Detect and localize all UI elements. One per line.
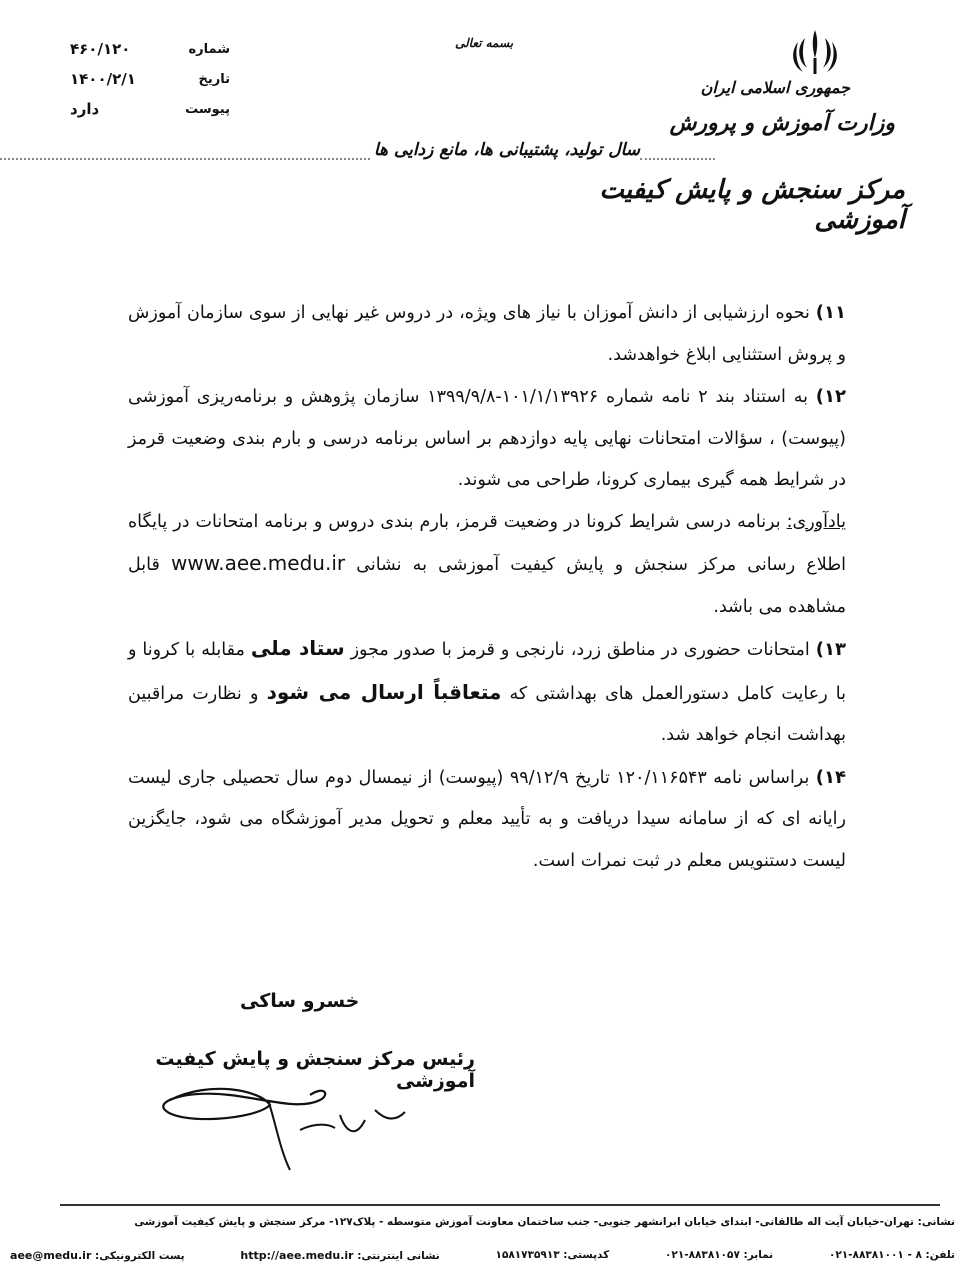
footer-postal: کدپستی: ۱۵۸۱۷۳۵۹۱۳ [495,1249,610,1261]
letter-number-label: شماره [188,41,230,57]
signer-name: خسرو ساکی [240,990,360,1012]
center-name: مرکز سنجش و پایش کیفیت آموزشی [599,175,905,235]
item-number: ۱۱) [815,302,846,323]
letter-attachment-row [70,94,230,124]
letter-attachment-label: پیوست [185,101,230,117]
footer-website-link[interactable]: http://aee.medu.ir [240,1249,354,1262]
item-text: و نظارت مراقبین بهداشت انجام خواهد شد. [128,683,846,745]
ministry-name: وزارت آموزش و پرورش [669,110,895,136]
footer-email-link[interactable]: aee@medu.ir [10,1249,92,1262]
item-14 [128,757,846,883]
footer-website [240,1249,439,1262]
item-number: ۱۴) [815,766,846,788]
header-divider-right [640,158,715,160]
reminder-text-end: قابل مشاهده می باشد. [128,555,846,617]
item-text: نحوه ارزشیابی از دانش آموزان با نیاز های ویژه، در دروس غیر نهایی از سوی سازمان آموزش و پروش استثنایی ابلاغ خواهدشد. [128,303,846,365]
letter-body [128,292,846,882]
footer-fax: نمابر: ۸۸۳۸۱۰۵۷-۰۲۱ [665,1249,774,1261]
letter-date-row [70,64,230,94]
item-text: امتحانات حضوری در مناطق زرد، نارنجی و قرمز با صدور مجوز [350,640,810,660]
bismillah: بسمه تعالی [455,36,514,50]
footer-website-label: نشانی اینترنتی: [357,1250,440,1262]
handwritten-signature [150,1070,420,1180]
signer-title: رئیس مرکز سنجش و پایش کیفیت آموزشی [155,1048,475,1092]
item-bold-text: ستاد ملی [250,636,345,660]
item-text: به استناد بند ۲ نامه شماره ۱۰۱/۱/۱۳۹۲۶-۱۳۹۹/۹/۸ سازمان پژوهش و برنامه‌ریزی آموزشی (پیوست) ، سؤالات امتحانات نهایی پایه دوازدهم بر اساس برنامه درسی و بارم بندی وضعیت قرمز در شرایط همه گیری بیماری کرونا، طراحی می شوند. [128,387,846,490]
letter-number: ۴۶۰/۱۲۰ [70,40,131,58]
footer-email [10,1249,185,1262]
item-number: ۱۳) [815,639,846,660]
reminder [128,502,846,629]
letter-number-row [70,34,230,64]
footer-email-label: پست الکترونیکی: [95,1250,185,1262]
item-12 [128,376,846,502]
letter-attachment: دارد [70,100,100,118]
website-link[interactable]: www.aee.medu.ir [170,551,346,575]
header-divider [0,158,370,160]
letter-meta [70,34,230,124]
item-bold-text: متعاقباً ارسال می شود [266,679,502,704]
year-slogan: سال تولید، پشتیبانی ها، مانع زدایی ها [373,140,640,160]
reminder-text: برنامه درسی شرایط کرونا در وضعیت قرمز، بارم بندی دروس و برنامه امتحانات در پایگاه اطلاع رسانی مرکز سنجش و پایش کیفیت آموزشی به نشانی [128,511,846,575]
footer-divider [60,1204,940,1206]
country-name: جمهوری اسلامی ایران [700,78,850,97]
item-11 [128,292,846,376]
footer-phone: تلفن: ۸ - ۸۸۳۸۱۰۰۱-۰۲۱ [828,1249,955,1261]
letter-date-label: تاریخ [198,71,230,87]
item-text: مقابله با کرونا و با رعایت کامل دستورالعمل های بهداشتی که [128,640,847,704]
iran-emblem-icon [785,24,845,84]
item-number: ۱۲) [815,386,846,407]
item-text: براساس نامه ۱۲۰/۱۱۶۵۴۳ تاریخ ۹۹/۱۲/۹ (پیوست) از نیمسال دوم سال تحصیلی جاری لیست رایانه ای که از سامانه سیدا دریافت و به تأیید معلم و تحویل مدیر آموزشگاه می شود، جایگزین لیست دستنویس معلم در ثبت نمرات است. [128,767,846,871]
item-13 [128,628,846,757]
reminder-label: یادآوری: [786,511,846,532]
footer-contacts [10,1249,955,1262]
letter-date: ۱۴۰۰/۲/۱ [70,70,136,88]
footer-address: نشانی: تهران-خیابان آیت اله طالقانی- ابتدای خیابان ابرانشهر جنوبی- جنب ساختمان معاونت آموزش متوسطه - پلاک۱۲۷- مرکز سنجش و پایش کیفیت آموزشی [134,1216,955,1228]
